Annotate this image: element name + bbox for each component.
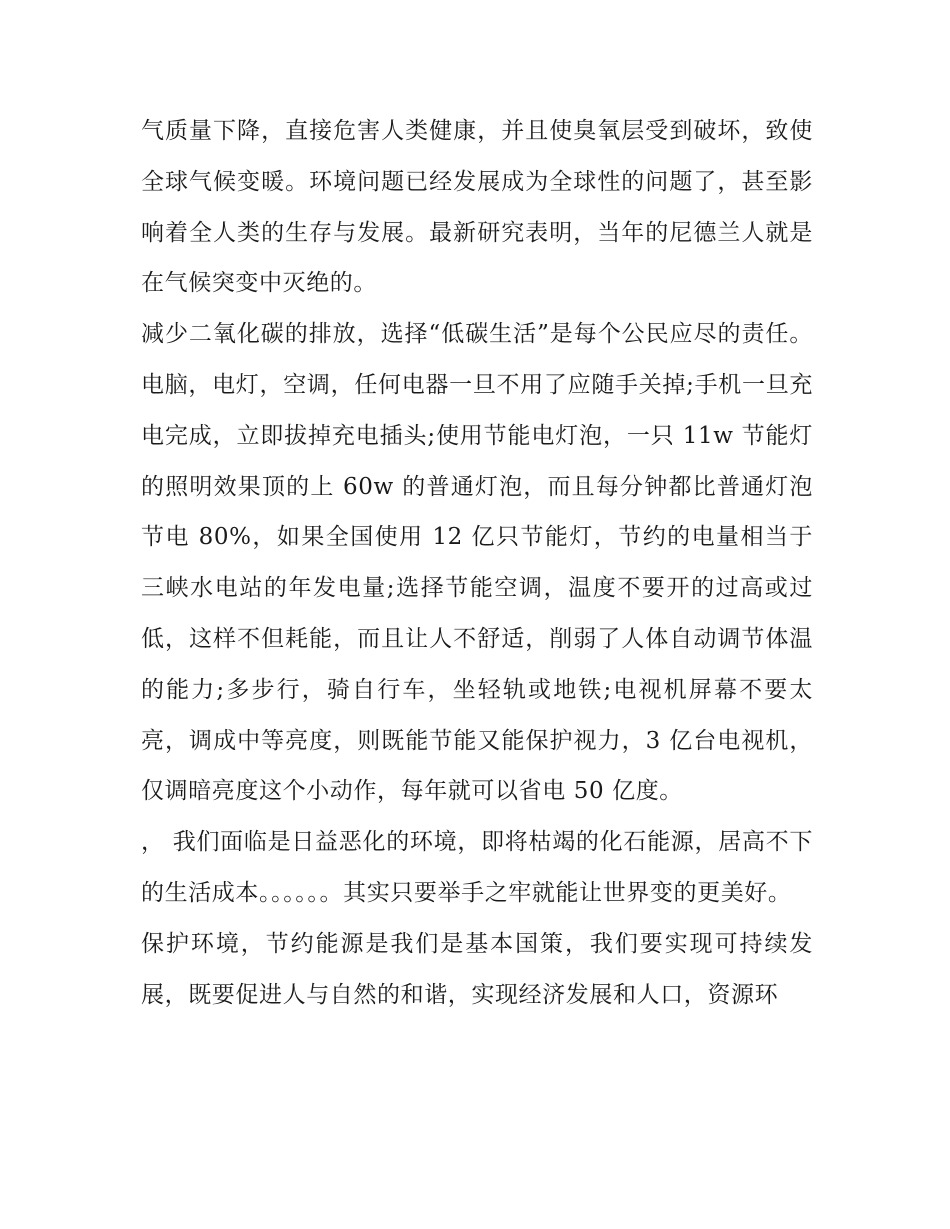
paragraph-environment-challenges: ， 我们面临是日益恶化的环境，即将枯竭的化石能源，居高不下的生活成本。。。。。。其实只要举手之牢就能让世界变的更美好。 — [141, 829, 813, 906]
paragraph-low-carbon-life: 减少二氧化碳的排放，选择“低碳生活”是每个公民应尽的责任。电脑，电灯，空调，任何电器一旦不用了应随手关掉;手机一旦充电完成，立即拔掉充电插头;使用节能电灯泡，一只 11w 节能灯的照明效果顶的上 60w 的普通灯泡，而且每分钟都比普通灯泡节电 80%，如果全国使用 12 亿只节能灯，节约的电量相当于三峡水电站的年发电量;选择节能空调，温度不要开的过高或过低，这样不但耗能，而且让人不舒适，削弱了人体自动调节体温的能力;多步行，骑自行车，坐轻轨或地铁;电视机屏幕不要太亮，调成中等亮度，则既能节能又能保护视力，3 亿台电视机，仅调暗亮度这个小动作，每年就可以省电 50 亿度。 — [141, 321, 813, 805]
paragraph-air-quality: 气质量下降，直接危害人类健康，并且使臭氧层受到破坏，致使全球气候变暖。环境问题已经发展成为全球性的问题了，甚至影响着全人类的生存与发展。最新研究表明，当年的尼德兰人就是在气候突变中灭绝的。 — [141, 118, 813, 297]
paragraph-national-policy: 保护环境，节约能源是我们是基本国策，我们要实现可持续发展，既要促进人与自然的和谐，实现经济发展和人口，资源环 — [141, 930, 813, 1008]
document-page — [141, 106, 813, 1020]
